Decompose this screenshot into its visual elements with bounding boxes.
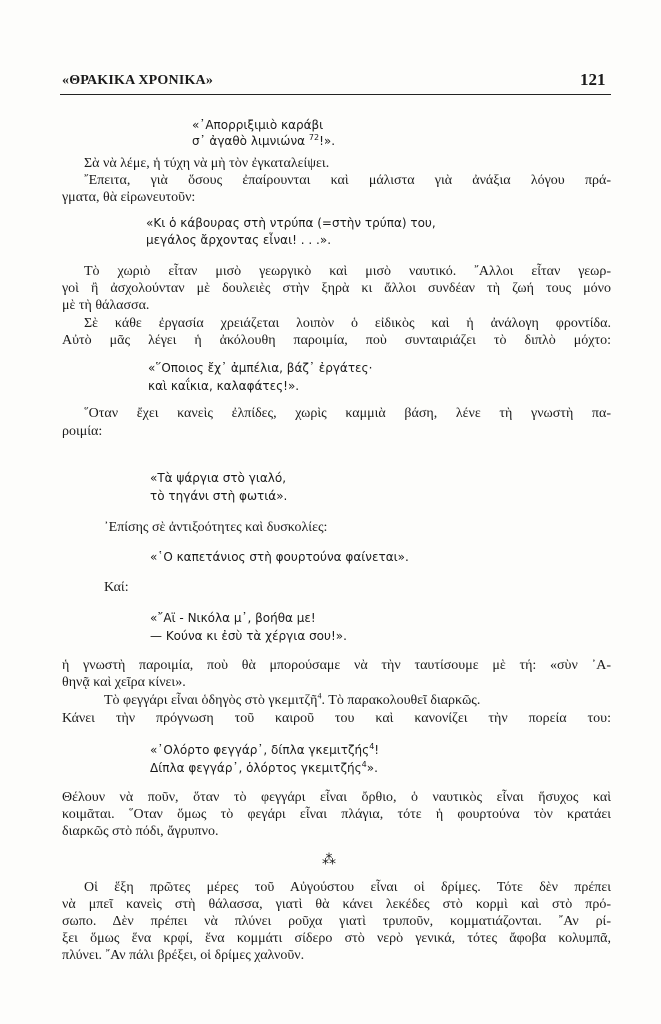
body-line: Καί:: [104, 580, 129, 595]
body-line: Αὐτὸ μᾶς λέγει ἡ ἀκόλουθη παροιμία, ποὺ συνταιριάζει τὸ διπλὸ μόχτο:: [62, 333, 611, 348]
section-ornament: ⁂: [322, 852, 336, 868]
quote-line: τὸ τηγάνι στὴ φωτιά».: [150, 489, 288, 503]
body-line: μὲ τὴ θάλασσα.: [62, 298, 150, 313]
quote-line: «Κι ὁ κάβουρας στὴ ντρύπα (=στὴν τρύπα) του,: [146, 216, 436, 230]
body-line: ῎Επειτα, γιὰ ὅσους ἐπαίρουνται καὶ μάλιστα γιὰ ἀνάξια λόγου πρά-: [84, 173, 611, 188]
body-line: Οἱ ἕξη πρῶτες μέρες τοῦ Αὐγούστου εἶναι οἱ δρίμες. Τότε δὲν πρέπει: [84, 880, 611, 895]
footnote-ref: 72: [308, 133, 320, 142]
quote-line: «᾿Απορριξιμιὸ καράβι: [192, 118, 324, 132]
body-line: θηνᾷ καὶ χεῖρα κίνει».: [62, 675, 186, 690]
body-line: γοὶ ἢ ἀσχολούνταν μὲ δουλειὲς στὴν ξηρὰ κι ἄλλοι συνδέαν τὴ ζωή τους μόνο: [62, 281, 611, 296]
quote-line: «᾿Ολόρτο φεγγάρ᾿, δίπλα γκεμιτζής$^4$!: [150, 742, 380, 757]
quote-line: καὶ καΐκια, καλαφάτες!».: [148, 379, 300, 393]
quote-line: μεγάλος ἄρχοντας εἶναι! . . .».: [146, 233, 332, 247]
body-line: Κάνει τὴν πρόγνωση τοῦ καιροῦ του καὶ κανονίζει τὴν πορεία του:: [62, 711, 611, 726]
body-line: ροιμία:: [62, 424, 103, 439]
body-line: ᾿Επίσης σὲ ἀντιξοότητες καὶ δυσκολίες:: [104, 520, 328, 535]
body-line: γματα, θὰ εἰρωνευτοῦν:: [62, 190, 196, 205]
body-line: κοιμᾶται. ῞Οταν ὅμως τὸ φεγάρι εἶναι πλάγια, τότε ἡ φουρτούνα τὸν κρατάει: [62, 807, 611, 822]
running-header: «ΘΡΑΚΙΚΑ ΧΡΟΝΙΚΑ»: [62, 73, 214, 88]
quote-line: «῎Αϊ - Νικόλα μ᾿, βοήθα με!: [150, 611, 316, 625]
body-line: πλύνει. ῎Αν πάλι βρέξει, οἱ δρίμες χαλνοῦν.: [62, 948, 305, 963]
body-line: Τὸ φεγγάρι εἶναι ὁδηγὸς στὸ γκεμιτζῆ$^4$. Τὸ παρακολουθεῖ διαρκῶς.: [104, 691, 481, 708]
quote-line: σ᾿ ἀγαθὸ λιμνιώνα $^{72}$!».: [192, 133, 336, 148]
body-line: νὰ μπεῖ κανεὶς στὴ θάλασσα, γιατὶ θὰ κάνει λεκέδες στὸ κορμὶ καὶ στὸ πρό-: [62, 897, 611, 912]
body-line: σωπο. Δὲν πρέπει νὰ πλύνει ροῦχα γιατὶ τρυποῦν, κομματιάζονται. ῎Αν ρί-: [62, 914, 611, 929]
body-line: ξει ὅμως ἕνα κρφί, ἕνα κομμάτι σίδερο στὸ νερὸ γενικά, τότες ἄφοβα κολυμπᾶ,: [62, 931, 611, 946]
quote-line: Δίπλα φεγγάρ᾿, ὁλόρτος γκεμιτζής$^4$».: [150, 760, 378, 775]
body-line: ἡ γνωστὴ παροιμία, ποὺ θὰ μπορούσαμε νὰ τὴν ταυτίσουμε μὲ τή: «σὺν ᾿Α-: [62, 658, 611, 673]
quote-line: «῾Ο καπετάνιος στὴ φουρτούνα φαίνεται».: [150, 550, 409, 564]
body-line: Σὰ νὰ λέμε, ἡ τύχη νὰ μὴ τὸν ἐγκαταλείψει.: [84, 156, 330, 171]
footnote-ref: 4: [369, 742, 375, 751]
body-line: ῞Οταν ἔχει κανεὶς ἐλπίδες, χωρὶς καμμιὰ βάση, λένε τὴ γνωστὴ πα-: [84, 406, 611, 421]
quote-line: «῞Οποιος ἔχ᾿ ἀμπέλια, βάζ᾿ ἐργάτες·: [148, 361, 373, 375]
body-line: Σὲ κάθε ἐργασία χρειάζεται λοιπὸν ὁ εἰδικὸς καὶ ἡ ἀνάλογη φροντίδα.: [84, 316, 611, 331]
body-line: Θέλουν νὰ ποῦν, ὅταν τὸ φεγγάρι εἶναι ὄρθιο, ὁ ναυτικὸς εἶναι ἥσυχος καὶ: [62, 790, 611, 805]
quote-line: — Κούνα κι ἐσὺ τὰ χέργια σου!».: [150, 629, 347, 643]
footnote-ref: 4: [317, 691, 322, 701]
footnote-ref: 4: [361, 760, 367, 769]
header-rule: [60, 94, 611, 95]
page-number: 121: [580, 70, 606, 89]
body-line: Τὸ χωριὸ εἶταν μισὸ γεωργικὸ καὶ μισὸ ναυτικό. ῎Αλλοι εἶταν γεωρ-: [84, 264, 611, 279]
body-line: διαρκῶς στὸ πόδι, ἄγρυπνο.: [62, 824, 219, 839]
quote-line: «Τὰ ψάργια στὸ γιαλό,: [150, 471, 287, 485]
